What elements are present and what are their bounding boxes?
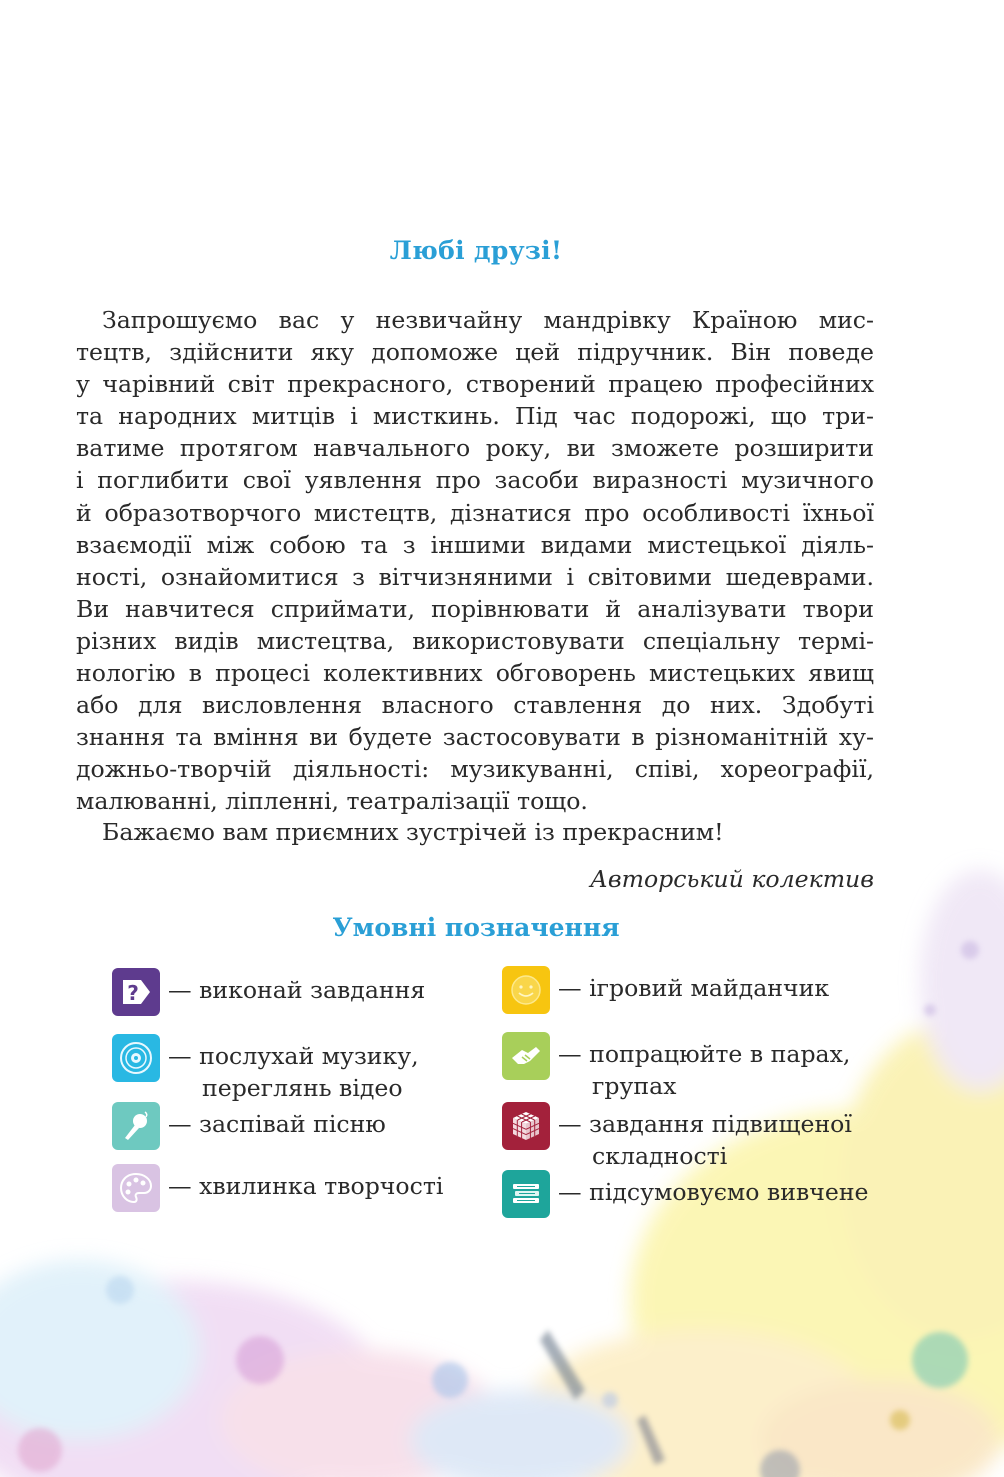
legend-label: — заспівай пісню (168, 1110, 386, 1138)
paragraph-line: тецтв, здійснити яку допоможе цей підручник. Він поведе (76, 338, 874, 367)
legend-item-pairs (502, 1032, 850, 1102)
greeting-paragraph (76, 304, 874, 818)
legend-item-summary (502, 1170, 869, 1218)
greeting-wish: Бажаємо вам приємних зустрічей із прекрасним! (102, 818, 724, 846)
paragraph-line: малюванні, ліпленні, театралізації тощо. (76, 787, 588, 816)
paragraph-line: взаємодії між собою та з іншими видами мистецької діяль- (76, 530, 874, 559)
paragraph-line: дожньо-творчій діяльності: музикуванні, співі, хореографії, (76, 755, 874, 784)
disc-icon (112, 1034, 160, 1082)
paragraph-line: й образотворчого мистецтв, дізнатися про особливості їхньої (76, 498, 874, 527)
greeting-title: Любі друзі! (389, 236, 563, 265)
paragraph-line: у чарівний світ прекрасного, створений працею професійних (76, 370, 874, 399)
legend-item-sing (112, 1102, 386, 1150)
legend-item-creative (112, 1164, 443, 1212)
legend-item-listen (112, 1034, 419, 1104)
paragraph-line: нологію в процесі колективних обговорень мистецьких явищ (76, 659, 874, 688)
paragraph-line: Запрошуємо вас у незвичайну мандрівку Країною мис- (102, 306, 874, 334)
paragraph-line: різних видів мистецтва, використовувати спеціальну термі- (76, 626, 874, 655)
paragraph-line: і поглибити свої уявлення про засоби виразності музичного (76, 466, 874, 495)
paragraph-line: Ви навчитеся сприймати, порівнювати й аналізувати твори (76, 594, 874, 623)
smiley-icon (502, 966, 550, 1014)
books-icon (502, 1170, 550, 1218)
svg-text:?: ? (127, 981, 139, 1005)
paragraph-line: ності, ознайомитися з вітчизняними і світовими шедеврами. (76, 562, 874, 591)
palette-icon (112, 1164, 160, 1212)
legend-label: — хвилинка творчості (168, 1172, 444, 1200)
legend-label: — завдання підвищеної складності (558, 1110, 852, 1170)
handshake-icon (502, 1032, 550, 1080)
question-icon (112, 968, 160, 1016)
paragraph-line: та народних митців і мисткинь. Під час подорожі, що три- (76, 402, 874, 431)
legend-label: — попрацюйте в парах, групах (558, 1040, 851, 1100)
paragraph-line: ватиме протягом навчального року, ви зможете розширити (76, 434, 874, 463)
legend-label: — підсумовуємо вивчене (558, 1178, 869, 1206)
signature: Авторський колектив (590, 865, 874, 893)
paragraph-line: знання та вміння ви будете застосовувати в різноманітній ху- (76, 723, 874, 752)
legend-title: Умовні позначення (332, 913, 620, 942)
paragraph-line: або для висловлення власного ставлення до них. Здобуті (76, 691, 874, 720)
legend-item-advanced (502, 1102, 852, 1172)
rubiks-cube-icon (502, 1102, 550, 1150)
legend-label: — послухай музику, переглянь відео (168, 1042, 419, 1102)
legend-item-play (502, 966, 829, 1014)
microphone-icon (112, 1102, 160, 1150)
legend-label: — виконай завдання (168, 976, 426, 1004)
legend-item-task (112, 968, 425, 1016)
legend-label: — ігровий майданчик (558, 974, 830, 1002)
